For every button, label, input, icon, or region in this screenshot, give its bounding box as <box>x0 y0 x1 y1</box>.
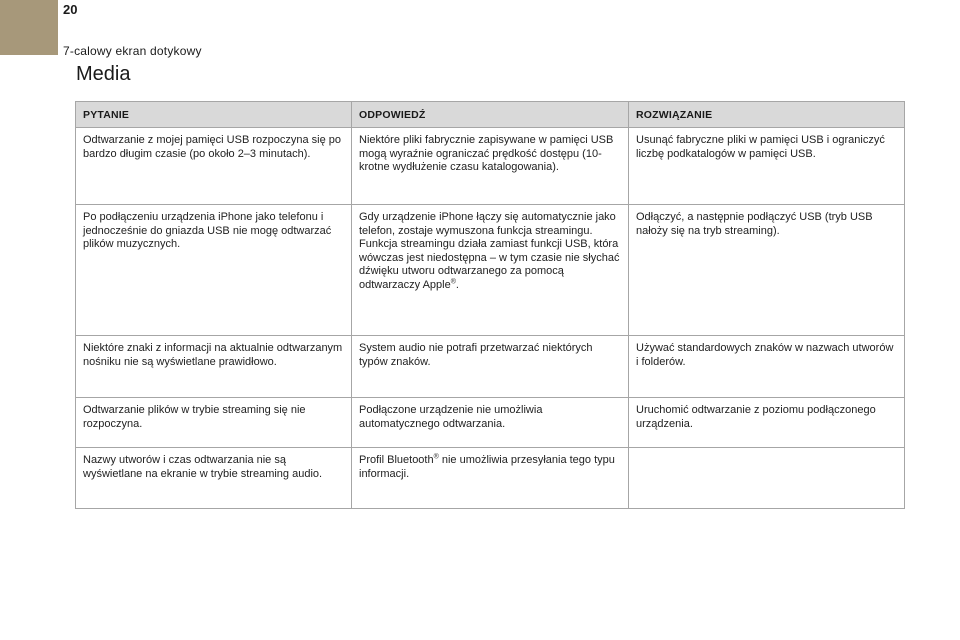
faq-table <box>75 101 905 509</box>
column-header-question: PYTANIE <box>76 102 352 128</box>
table-row <box>76 205 905 336</box>
answer-cell <box>352 448 629 509</box>
answer-cell: Niektóre pliki fabrycznie zapisywane w pamięci USB mogą wyraźnie ograniczać prędkość dostępu (10-krotne wydłużenie czasu katalogowania). <box>352 128 629 205</box>
registered-mark: ® <box>450 277 456 285</box>
question-cell: Odtwarzanie z mojej pamięci USB rozpoczyna się po bardzo długim czasie (po około 2–3 minutach). <box>76 128 352 205</box>
table-row <box>76 128 905 205</box>
solution-cell: Usunąć fabryczne pliki w pamięci USB i ograniczyć liczbę podkatalogów w pamięci USB. <box>629 128 905 205</box>
chapter-title: 7-calowy ekran dotykowy <box>63 44 202 58</box>
table-header-row <box>76 102 905 128</box>
registered-mark: ® <box>433 453 439 461</box>
table-row <box>76 336 905 398</box>
solution-cell: Uruchomić odtwarzanie z poziomu podłączonego urządzenia. <box>629 398 905 448</box>
question-cell: Nazwy utworów i czas odtwarzania nie są wyświetlane na ekranie w trybie streaming audio. <box>76 448 352 509</box>
answer-cell: Podłączone urządzenie nie umożliwia automatycznego odtwarzania. <box>352 398 629 448</box>
answer-text-suffix: . <box>455 278 459 291</box>
answer-text: Gdy urządzenie iPhone łączy się automatycznie jako telefon, zostaje wymuszona funkcja streamingu. Funkcja streamingu działa zamiast funkcji USB, która wówczas jest niedostępna – w tym czasie nie słychać dźwięku utworu odtwarzanego za pomocą odtwarzaczy Apple <box>359 211 620 291</box>
answer-text-suffix: nie umożliwia przesyłania tego typu informacji. <box>359 454 615 480</box>
column-header-answer: ODPOWIEDŹ <box>352 102 629 128</box>
answer-text: Profil Bluetooth <box>359 454 434 466</box>
section-title: Media <box>76 63 131 85</box>
page-corner-tab <box>0 0 58 55</box>
answer-cell <box>352 205 629 336</box>
table-row <box>76 448 905 509</box>
table-row <box>76 398 905 448</box>
solution-cell: Używać standardowych znaków w nazwach utworów i folderów. <box>629 336 905 398</box>
solution-cell: Odłączyć, a następnie podłączyć USB (tryb USB nałoży się na tryb streaming). <box>629 205 905 336</box>
question-cell: Niektóre znaki z informacji na aktualnie odtwarzanym nośniku nie są wyświetlane prawidłowo. <box>76 336 352 398</box>
solution-cell <box>629 448 905 509</box>
column-header-solution: ROZWIĄZANIE <box>629 102 905 128</box>
page-number: 20 <box>63 2 78 17</box>
question-cell: Po podłączeniu urządzenia iPhone jako telefonu i jednocześnie do gniazda USB nie mogę odtwarzać plików muzycznych. <box>76 205 352 336</box>
answer-cell: System audio nie potrafi przetwarzać niektórych typów znaków. <box>352 336 629 398</box>
question-cell: Odtwarzanie plików w trybie streaming się nie rozpoczyna. <box>76 398 352 448</box>
